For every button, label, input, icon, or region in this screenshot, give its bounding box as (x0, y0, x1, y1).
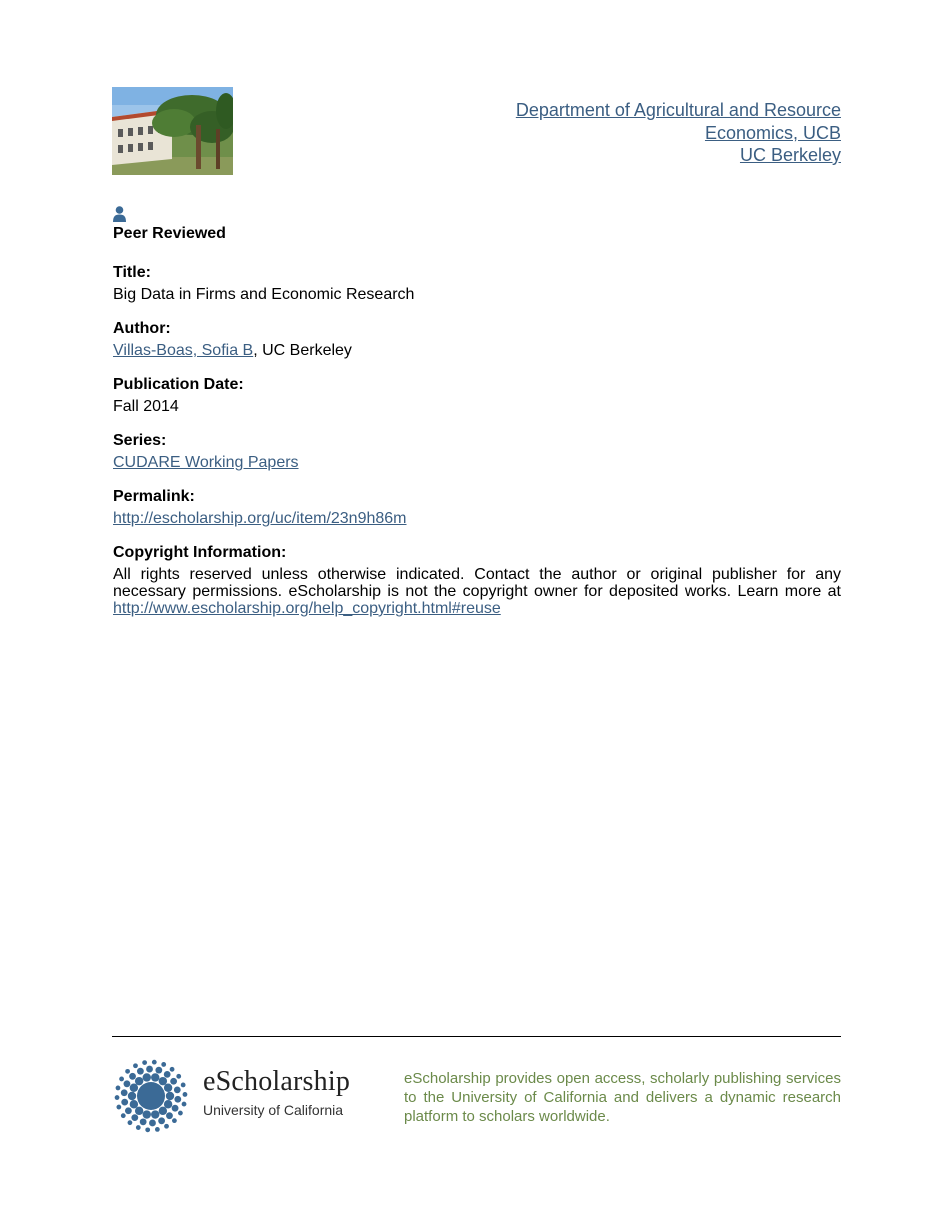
series-link[interactable]: CUDARE Working Papers (113, 454, 299, 471)
escholarship-logo-icon (114, 1059, 188, 1133)
escholarship-subtitle: University of California (203, 1102, 344, 1118)
permalink-link[interactable]: http://escholarship.org/uc/item/23n9h86m (113, 510, 407, 527)
pubdate-label: Publication Date: (113, 376, 244, 393)
copyright-section (113, 544, 841, 617)
series-section (113, 432, 841, 472)
permalink-section (113, 488, 841, 528)
author-affiliation: , UC Berkeley (253, 342, 352, 359)
author-link[interactable]: Villas-Boas, Sofia B (113, 342, 254, 359)
copyright-body: All rights reserved unless otherwise indicated. Contact the author or original publisher for any necessary permissions. eScholarship is not the copyright owner for deposited works. Learn more at (113, 566, 841, 600)
peer-reviewed-label: Peer Reviewed (113, 225, 226, 242)
author-label: Author: (113, 320, 171, 337)
series-value-wrap (113, 454, 841, 472)
escholarship-wordmark: eScholarship (203, 1066, 351, 1097)
pubdate-value: Fall 2014 (113, 398, 179, 415)
copyright-label: Copyright Information: (113, 544, 287, 561)
pubdate-section (113, 376, 841, 416)
department-link[interactable]: Department of Agricultural and Resource (515, 100, 841, 120)
footer-blurb: eScholarship provides open access, scholarly publishing services to the University of California and delivers a dynamic research platform to scholars worldwide. (404, 1070, 841, 1125)
permalink-label: Permalink: (113, 488, 195, 505)
paper-title: Big Data in Firms and Economic Research (113, 286, 415, 303)
footer-divider (112, 1036, 841, 1037)
campus-link[interactable]: UC Berkeley (739, 145, 841, 165)
permalink-value-wrap (113, 510, 841, 528)
author-value (113, 342, 841, 360)
title-label: Title: (113, 264, 151, 281)
department-link-cont[interactable]: Economics, UCB (704, 122, 841, 143)
author-section (113, 320, 841, 360)
series-label: Series: (113, 432, 167, 449)
title-section (113, 264, 841, 304)
copyright-help-link[interactable]: http://www.escholarship.org/help_copyright.html#reuse (113, 600, 501, 617)
unit-links (516, 99, 841, 167)
campus-photo (112, 87, 233, 175)
copyright-text (113, 566, 841, 617)
person-icon (113, 206, 126, 222)
